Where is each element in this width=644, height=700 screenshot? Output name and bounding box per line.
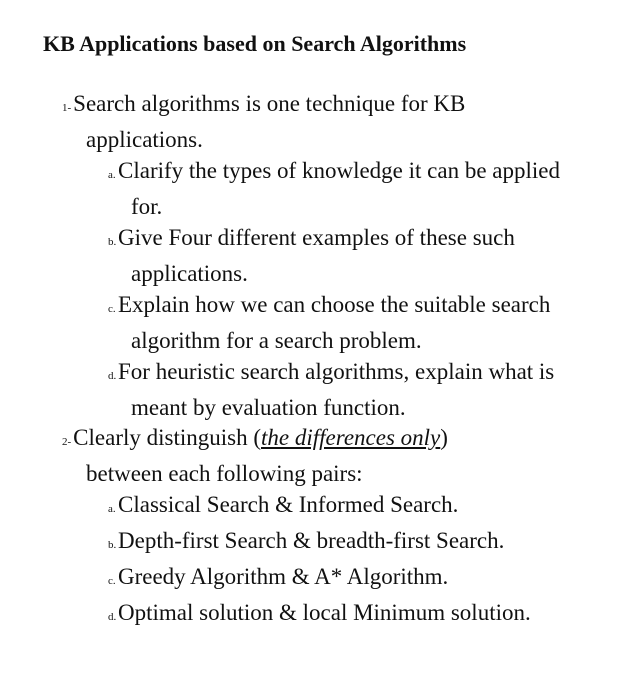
emphasis-text: the differences only (261, 425, 441, 450)
sub-question (62, 525, 596, 561)
sub-question-letter: d. (108, 611, 117, 623)
question-number: 2- (62, 436, 72, 448)
sub-question (62, 155, 596, 222)
sub-question-text: Optimal solution & local Minimum solution. (118, 600, 531, 625)
document-title: KB Applications based on Search Algorithms (43, 31, 467, 56)
question-stem (62, 422, 622, 458)
sub-question-text: For heuristic search algorithms, explain what is meant by evaluation function. (118, 359, 555, 420)
sub-question-text: Classical Search & Informed Search. (118, 492, 459, 517)
sub-question-letter: a. (108, 503, 116, 515)
sub-question (62, 597, 596, 633)
question-number: 1- (62, 102, 72, 114)
sub-question-text: Depth-first Search & breadth-first Search. (118, 528, 505, 553)
sub-question-letter: a. (108, 169, 116, 181)
question-stem-text-end: ) (440, 425, 448, 450)
question-stem-continuation: between each following pairs: (86, 461, 363, 486)
question-stem-text: Search algorithms is one technique for KB (73, 91, 466, 116)
sub-question-letter: c. (108, 303, 116, 315)
sub-question-letter: b. (108, 539, 117, 551)
sub-question-letter: d. (108, 370, 117, 382)
sub-question (62, 489, 596, 525)
sub-question (62, 356, 596, 423)
sub-question-list (62, 155, 622, 423)
sub-question-text: Clarify the types of knowledge it can be applied for. (118, 158, 560, 219)
question-stem-continuation: applications. (86, 127, 203, 152)
question-stem-text: Clearly distinguish ( (73, 425, 261, 450)
question-2 (62, 422, 622, 633)
sub-question-text: Explain how we can choose the suitable search algorithm for a search problem. (118, 292, 551, 353)
sub-question (62, 289, 596, 356)
question-stem (62, 88, 622, 124)
question-1 (62, 88, 622, 423)
sub-question-text: Greedy Algorithm & A* Algorithm. (118, 564, 449, 589)
sub-question-list (62, 489, 622, 633)
sub-question-letter: c. (108, 575, 116, 587)
sub-question (62, 561, 596, 597)
sub-question (62, 222, 596, 289)
sub-question-text: Give Four different examples of these such applications. (118, 225, 515, 286)
sub-question-letter: b. (108, 236, 117, 248)
